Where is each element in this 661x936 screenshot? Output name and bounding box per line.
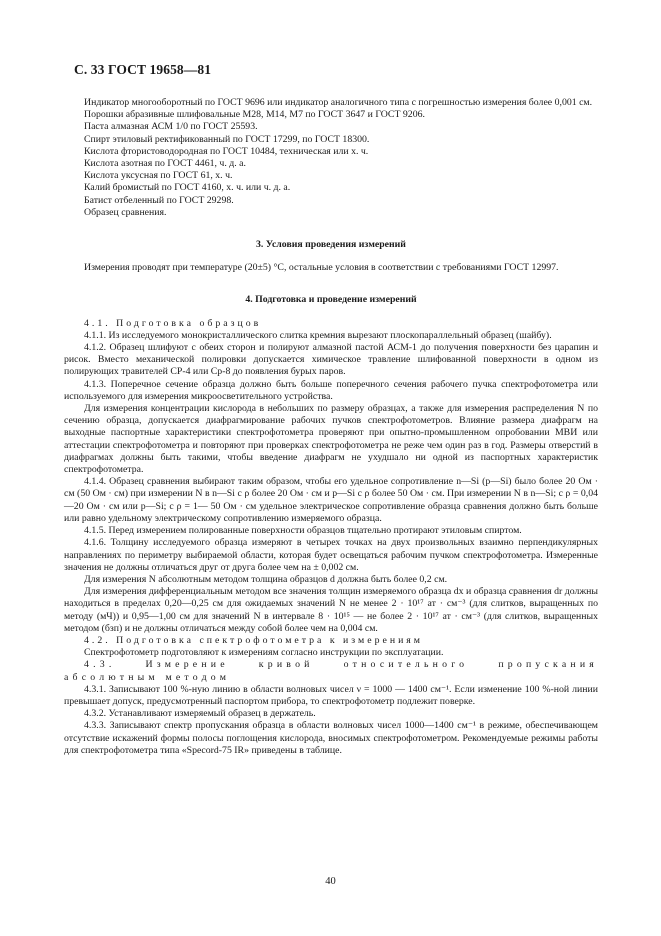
paragraph: 4.3.3. Записывают спектр пропускания образца в области волновых чисел 1000—1400 см⁻¹ в режиме, обеспечивающем отсутствие искажений формы полосы поглощения кислорода, вносимых спектрофотометром. Рекомендуемые режимы работы для спектрофотометра типа «Specord-75 IR» приведены в таблице. [64,720,598,756]
materials-item: Кислота азотная по ГОСТ 4461, ч. д. а. [84,158,246,170]
materials-item: Кислота фтористоводородная по ГОСТ 10484, техническая или х. ч. [84,145,369,157]
materials-item: Калий бромистый по ГОСТ 4160, х. ч. или ч. д. а. [84,182,291,194]
subsection-heading: 4.3. Измерение кривой относительного пропускания абсолютным методом [64,659,598,683]
materials-item: Индикатор многооборотный по ГОСТ 9696 или индикатор аналогичного типа с погрешностью измерения более 0,001 см. [84,97,593,108]
materials-item: Образец сравнения. [84,206,167,218]
paragraph: 4.3.1. Записывают 100 %-ную линию в области волновых чисел ν = 1000 — 1400 см⁻¹. Если изменение 100 %-ной линии превышает допуск, предусмотренный паспортом прибора, то спектрофотометр подлежит поверке. [64,683,598,707]
paragraph: Спектрофотометр подготовляют к измерениям согласно инструкции по эксплуатации. [84,647,444,659]
materials-item: Батист отбеленный по ГОСТ 29298. [84,194,234,206]
paragraph: Для измерения концентрации кислорода в небольших по размеру образцах, а также для измерения распределения N по сечению образца, допускается диафрагмирование рабочих пучков спектрофотометров. Влияние размера диафрагм на выходные паспортные характеристики спектрофотометра проверяют при опытно-промышленном опробовании МВИ или аттестации спектрофотометра и повторяют при проверках спектрофотометра не реже чем один раз в год. Размеры отверстий в диафрагмах должны быть такими, чтобы введение диафрагм не ухудшало ни одной из паспортных характеристик спектрофотометра. [64,403,598,476]
paragraph: Для измерения дифференциальным методом все значения толщин измеряемого образца dx и образца сравнения dr должны находиться в пределах 0,20—0,25 см для ожидаемых значений N не менее 2 · 10¹⁷ ат · см⁻³ (для слитков, выращенных по методу (мЧ)) и 0,95—1,00 см для значений N в интервале 8 · 10¹⁵ — не более 2 · 10¹⁷ ат · см⁻³ (для слитков, выращенных методом (бзп) и не должны отличаться между собой более чем на 0,004 см. [64,586,598,634]
materials-item: Порошки абразивные шлифовальные М28, М14, М7 по ГОСТ 3647 и ГОСТ 9206. [84,109,425,121]
section-heading: 4. Подготовка и проведение измерений [245,294,417,306]
page-header: С. 33 ГОСТ 19658—81 [74,62,212,77]
page-number: 40 [325,876,336,887]
paragraph: 4.1.4. Образец сравнения выбирают таким образом, чтобы его удельное сопротивление n—Si (p—Si) было более 20 Ом · см (50 Ом · см) при измерении N в n—Si с ρ более 20 Ом · см и p—Si с ρ более 50 Ом · см. При измерении N в n—Si; с ρ = 0,04—20 Ом · см или p—Si; с ρ = 1— 50 Ом · см удельное электрическое сопротивление образца сравнения должно быть больше или равно удельному электрическому сопротивлению измеряемого образца. [64,476,598,524]
paragraph: 4.1.3. Поперечное сечение образца должно быть больше поперечного сечения рабочего пучка спектрофотометра или используемого для измерения микроосветительного устройства. [64,378,598,402]
materials-item: Паста алмазная АСМ 1/0 по ГОСТ 25593. [84,121,258,133]
document-body [64,97,598,757]
paragraph: 4.3.2. Устанавливают измеряемый образец в держатель. [84,708,316,720]
materials-item: Кислота уксусная по ГОСТ 61, х. ч. [84,170,233,182]
paragraph: Для измерения N абсолютным методом толщина образцов d должна быть более 0,2 см. [84,573,448,585]
subsection-heading: 4.2. Подготовка спектрофотометра к измерениям [84,634,424,646]
paragraph: 4.1.5. Перед измерением полированные поверхности образцов тщательно протирают этиловым спиртом. [84,525,522,537]
paragraph: Измерения проводят при температуре (20±5) °С, остальные условия в соответствии с требованиями ГОСТ 12997. [84,262,559,274]
subsection-heading: 4.1. Подготовка образцов [84,317,262,329]
materials-item: Спирт этиловый ректификованный по ГОСТ 17299, по ГОСТ 18300. [84,133,370,145]
paragraph: 4.1.1. Из исследуемого монокристаллического слитка кремния вырезают плоскопараллельный образец (шайбу). [84,329,552,341]
section-heading: 3. Условия проведения измерений [256,239,406,251]
paragraph: 4.1.6. Толщину исследуемого образца измеряют в четырех точках на двух произвольных взаимно перпендикулярных направлениях по периметру выбираемой области, которая будет освещаться рабочим пучком спектрофотометра. Измеренные значения не должны отличаться друг от друга более чем на ± 0,002 см. [64,537,598,573]
paragraph: 4.1.2. Образец шлифуют с обеих сторон и полируют алмазной пастой АСМ-1 до получения поверхности без царапин и рисок. Вместо механической полировки допускается химическое травление шлифованной поверхности в одном из полирующих травителей СР-4 или Ср-8 до появления бурых паров. [64,342,598,378]
